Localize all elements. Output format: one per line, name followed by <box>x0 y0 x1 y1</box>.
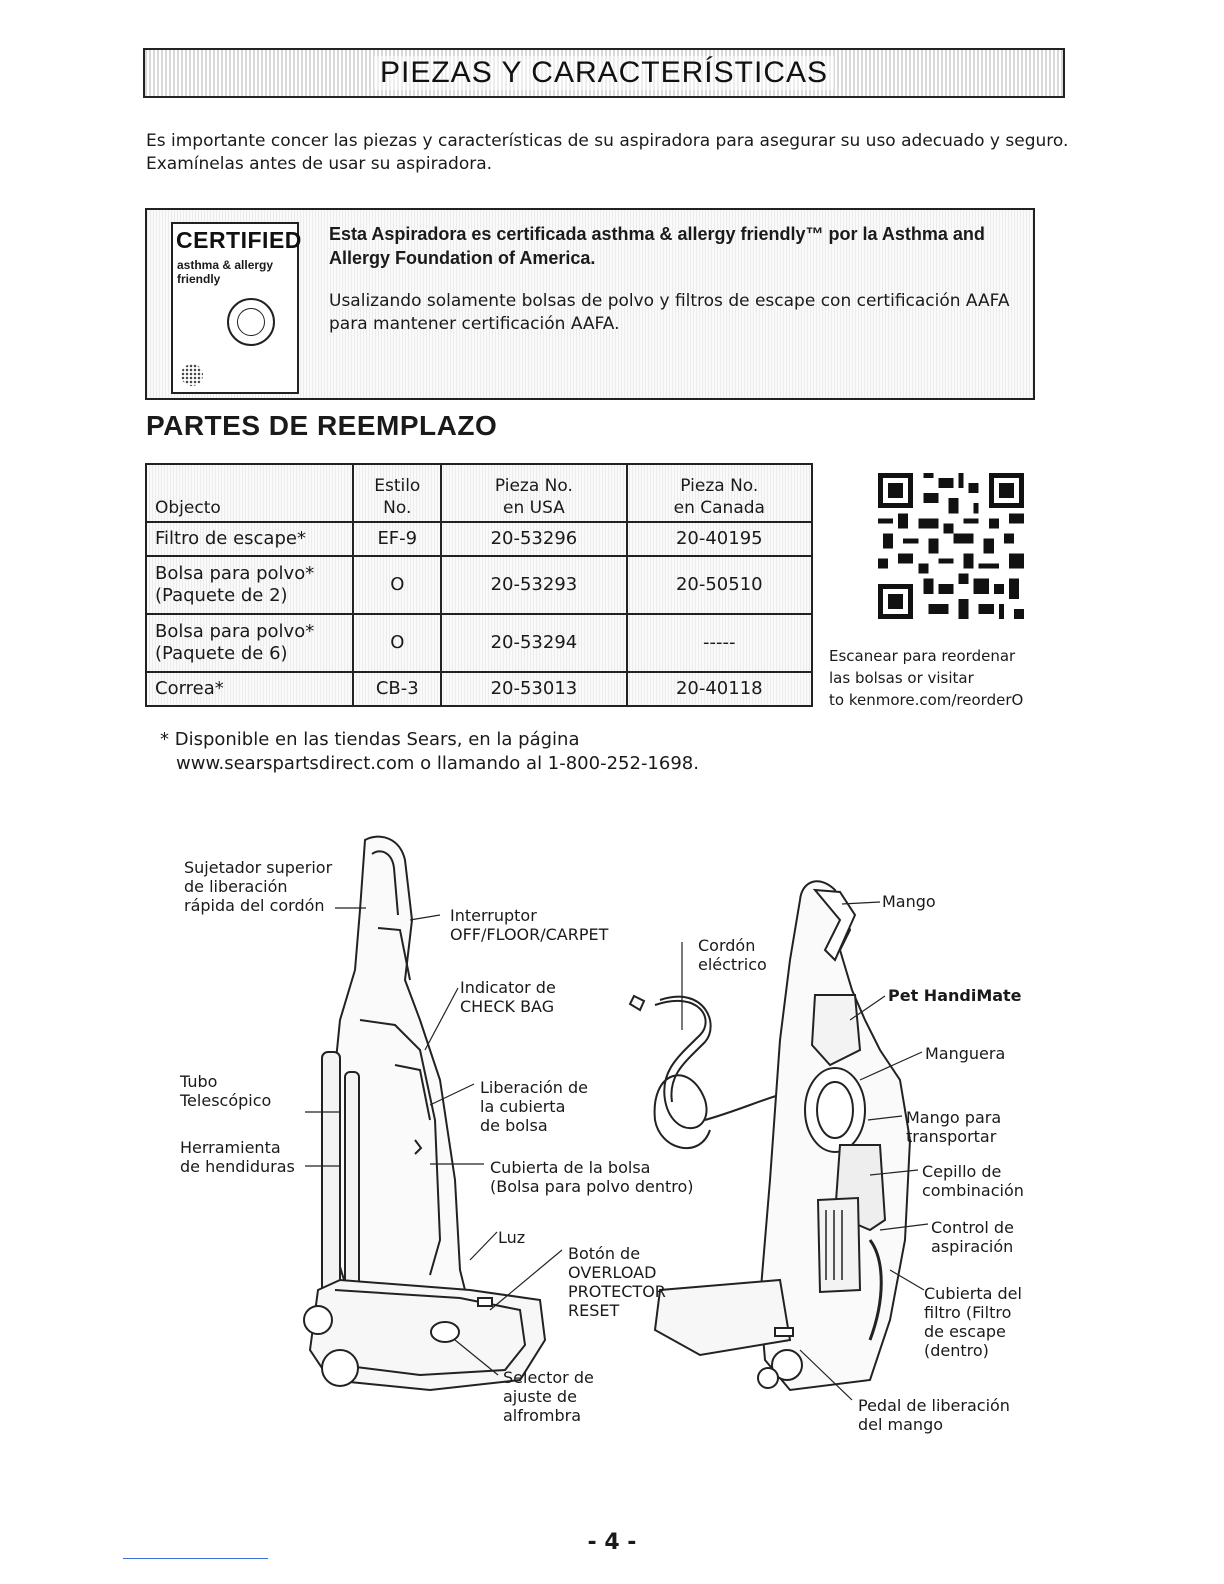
label-quick-release-top: Sujetador superior de liberación rápida del cordón <box>184 858 333 915</box>
cell-style: O <box>353 614 441 672</box>
cell-style: EF-9 <box>353 522 441 556</box>
cell-usa: 20-53293 <box>441 556 626 614</box>
intro-paragraph: Es importante concer las piezas y características de su aspiradora para asegurar su uso adecuado y seguro. Examínelas antes de usar su aspiradora. <box>146 131 1069 174</box>
label-light: Luz <box>498 1228 526 1247</box>
certification-seal-icon <box>227 298 275 346</box>
cell-canada: 20-40118 <box>627 672 812 706</box>
cell-canada: 20-50510 <box>627 556 812 614</box>
cell-style: O <box>353 556 441 614</box>
parts-table <box>145 463 813 707</box>
qr-caption: Escanear para reordenar las bolsas or visitar to kenmore.com/reorderO <box>829 647 1024 709</box>
label-carpet-selector: Selector de ajuste de alfrombra <box>503 1368 594 1425</box>
table-row <box>146 614 812 672</box>
table-header-row <box>146 464 812 522</box>
qr-code-icon[interactable] <box>878 473 1024 619</box>
reorder-link[interactable]: to kenmore.com/reorderO <box>829 691 1024 709</box>
label-crevice-tool: Herramienta de hendiduras <box>180 1138 295 1176</box>
label-pet-handimate: Pet HandiMate <box>888 986 1022 1005</box>
page-number: - 4 - <box>587 1530 637 1555</box>
cell-object: Filtro de escape* <box>146 522 353 556</box>
section-banner <box>143 48 1065 98</box>
label-filter-cover: Cubierta del filtro (Filtro de escape (dentro) <box>924 1284 1022 1360</box>
table-row <box>146 672 812 706</box>
label-carry-handle: Mango para transportar <box>906 1108 1002 1146</box>
cell-object: Bolsa para polvo* (Paquete de 6) <box>146 614 353 672</box>
cell-usa: 20-53296 <box>441 522 626 556</box>
column-header-object: Objecto <box>146 464 353 522</box>
label-bag-cover: Cubierta de la bolsa (Bolsa para polvo dentro) <box>490 1158 694 1196</box>
certification-heading: Esta Aspiradora es certificada asthma & allergy friendly™ por la Asthma and Allergy Foundation of America. <box>329 224 985 268</box>
page-title: PIEZAS Y CARACTERÍSTICAS <box>374 56 834 90</box>
label-telescopic-wand: Tubo Telescópico <box>180 1072 272 1110</box>
table-row <box>146 522 812 556</box>
label-hose: Manguera <box>925 1044 1006 1063</box>
certification-box <box>145 208 1035 400</box>
certified-logo <box>171 222 302 394</box>
cell-canada: 20-40195 <box>627 522 812 556</box>
label-handle: Mango <box>882 892 936 911</box>
column-header-usa: Pieza No. en USA <box>441 464 626 522</box>
cell-usa: 20-53294 <box>441 614 626 672</box>
label-suction-control: Control de aspiración <box>931 1218 1014 1256</box>
aafa-emblem-icon <box>181 364 203 386</box>
cell-style: CB-3 <box>353 672 441 706</box>
column-header-style: Estilo No. <box>353 464 441 522</box>
label-power-cord: Cordón eléctrico <box>698 936 767 974</box>
label-bag-cover-release: Liberación de la cubierta de bolsa <box>480 1078 588 1135</box>
table-row <box>146 556 812 614</box>
certified-logo-word: CERTIFIED <box>176 227 302 253</box>
parts-diagram <box>0 820 1224 1460</box>
rear-vacuum-drawing <box>655 881 910 1390</box>
cell-object: Bolsa para polvo* (Paquete de 2) <box>146 556 353 614</box>
certified-logo-text: asthma & allergy friendly <box>177 258 274 286</box>
parts-heading: PARTES DE REEMPLAZO <box>146 410 498 441</box>
label-power-switch: Interruptor OFF/FLOOR/CARPET <box>450 906 609 944</box>
label-overload-reset: Botón de OVERLOAD PROTECTOR RESET <box>568 1244 666 1320</box>
power-cord-drawing <box>630 996 795 1148</box>
label-handle-release-pedal: Pedal de liberación del mango <box>858 1396 1010 1434</box>
cell-usa: 20-53013 <box>441 672 626 706</box>
cell-canada: ----- <box>627 614 812 672</box>
certification-body: Usalizando solamente bolsas de polvo y filtros de escape con certificación AAFA para mantener certificación AAFA. <box>329 291 1010 334</box>
cell-object: Correa* <box>146 672 353 706</box>
availability-footnote: * Disponible en las tiendas Sears, en la página www.searspartsdirect.com o llamando al 1-800-252-1698. <box>160 729 699 774</box>
label-check-bag: Indicator de CHECK BAG <box>460 978 556 1016</box>
footer-rule <box>123 1558 268 1559</box>
label-combination-brush: Cepillo de combinación <box>922 1162 1024 1200</box>
column-header-canada: Pieza No. en Canada <box>627 464 812 522</box>
